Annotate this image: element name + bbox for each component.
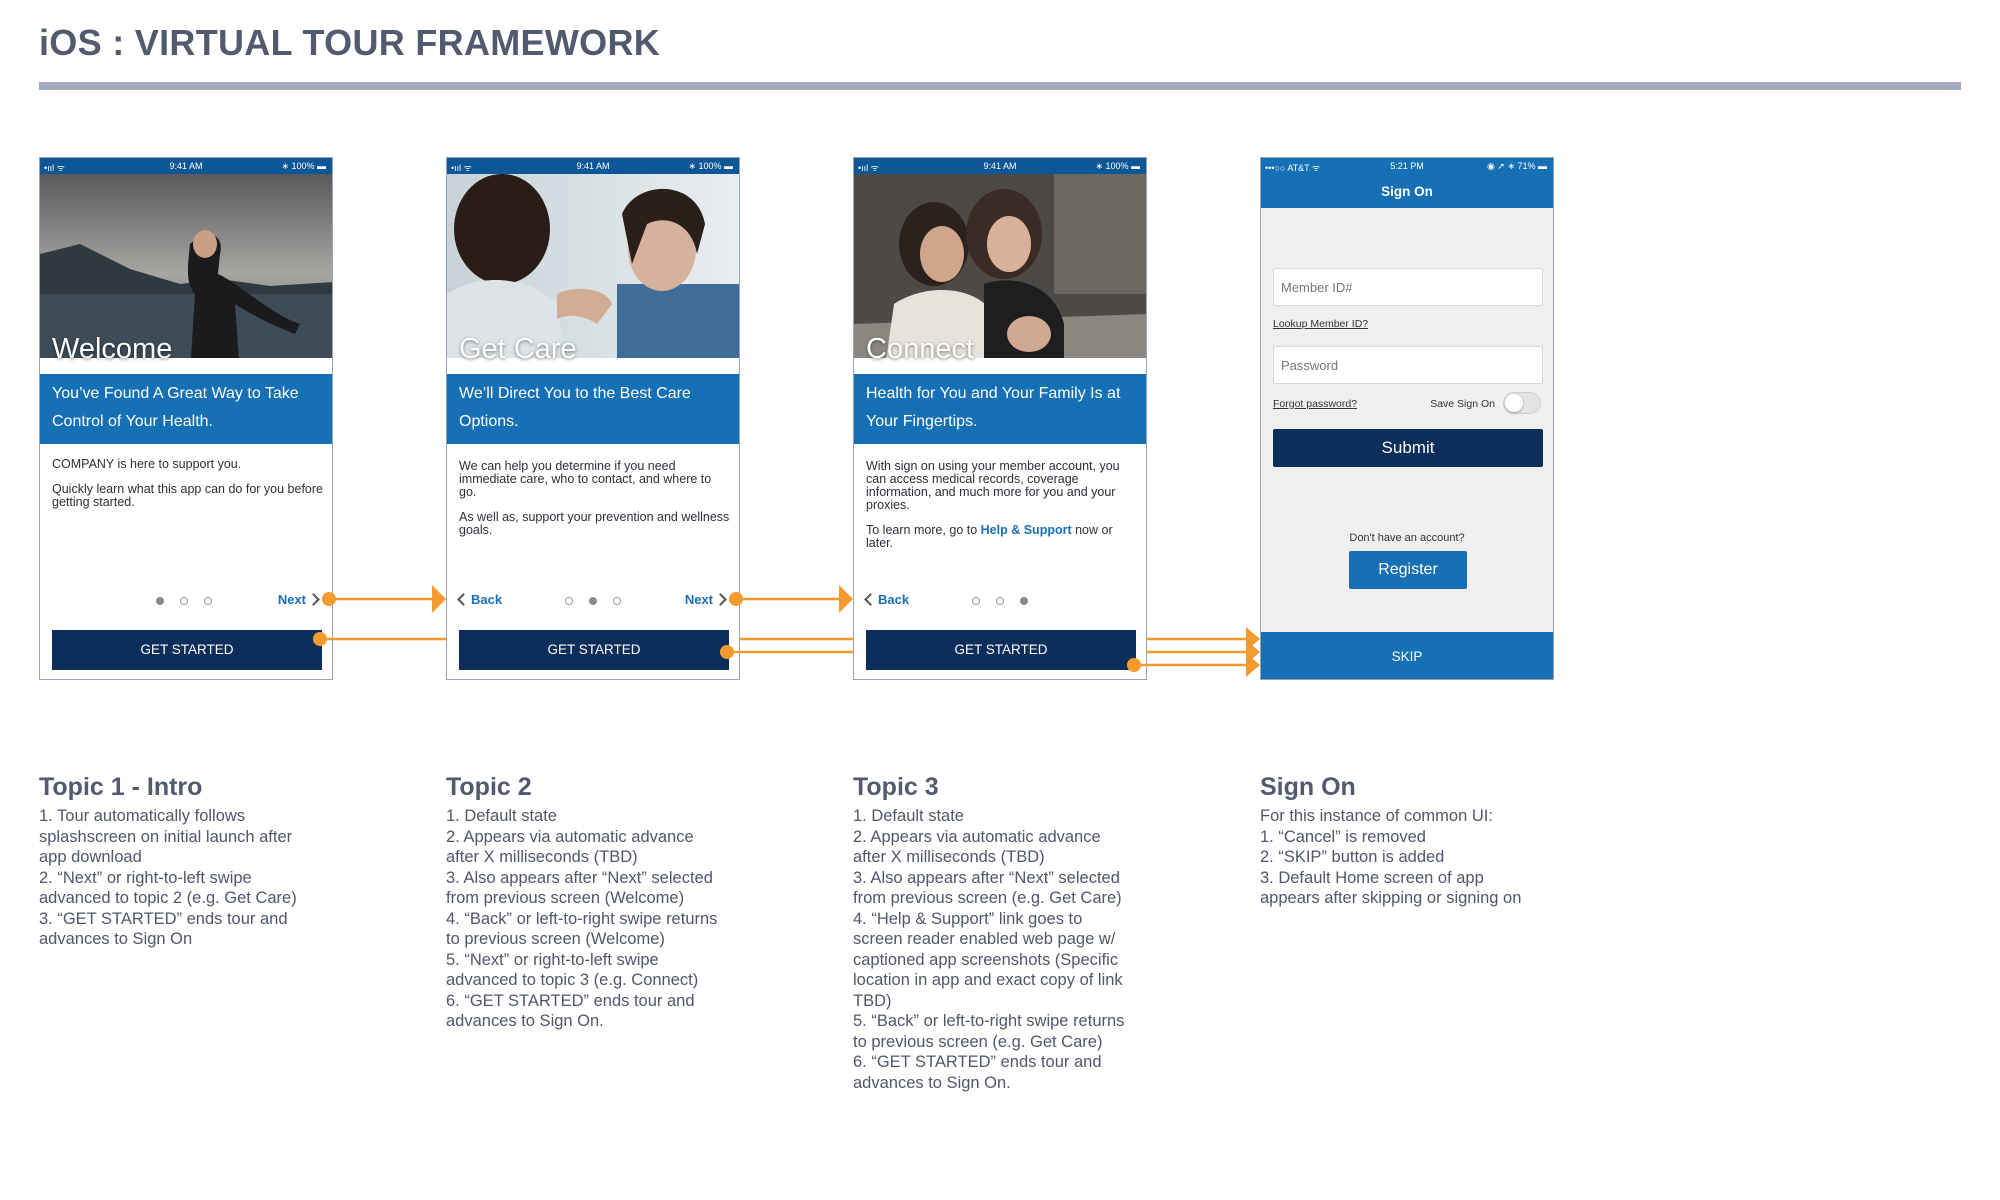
status-bar [854, 158, 1146, 174]
sign-on-description [1260, 773, 1570, 909]
topic-line: appears after skipping or signing on [1260, 889, 1522, 907]
topic-line: location in app and exact copy of link [853, 971, 1123, 989]
topic-line: to previous screen (Welcome) [446, 930, 665, 948]
submit-button[interactable]: Submit [1273, 429, 1543, 467]
subhead: We’ll Direct You to the Best Care Options. [447, 374, 739, 444]
page-dot[interactable] [613, 597, 621, 605]
signal-icon: •ııl ᯤ [451, 163, 472, 173]
arrowhead [1246, 640, 1260, 664]
topic-heading: Topic 1 - Intro [39, 773, 203, 801]
battery-icon: ∗ 100% ▬ [688, 161, 733, 171]
topic-line: 3. “GET STARTED” ends tour and [39, 909, 288, 928]
next-label: Next [684, 592, 713, 607]
carrier-signal-icon: •••○○ AT&T ᯤ [1265, 163, 1321, 173]
tour-nav [447, 590, 739, 610]
hero-image-family [854, 174, 1146, 358]
topic-line: to previous screen (e.g. Get Care) [853, 1032, 1103, 1051]
hero-title: Get Care [459, 333, 577, 365]
signal-icon: •ııl ᯤ [858, 163, 879, 173]
topic-line: captioned app screenshots (Specific [853, 950, 1119, 969]
screen-sign-on [1260, 157, 1554, 680]
topic-line: 1. “Cancel” is removed [1260, 827, 1426, 846]
save-sign-on-toggle[interactable] [1503, 392, 1541, 414]
topic-heading: Sign On [1260, 773, 1356, 801]
hero-image-doctor [447, 174, 739, 358]
password-field[interactable]: Password [1273, 346, 1543, 384]
body-paragraph: COMPANY is here to support you. [52, 457, 242, 471]
page-dot[interactable] [180, 597, 188, 605]
status-bar [447, 158, 739, 174]
sign-on-header [1261, 158, 1553, 208]
topic-line: 5. “Next” or right-to-left swipe [446, 950, 659, 969]
sign-on-title: Sign On [1381, 184, 1433, 199]
topic-line: advanced to topic 2 (e.g. Get Care) [39, 889, 297, 907]
page-dot[interactable] [565, 597, 573, 605]
member-id-field[interactable]: Member ID# [1273, 268, 1543, 306]
topic-line: after X milliseconds (TBD) [446, 848, 638, 866]
page-title: iOS : VIRTUAL TOUR FRAMEWORK [39, 22, 661, 63]
next-button[interactable] [685, 592, 725, 607]
topic-line: 6. “GET STARTED” ends tour and [446, 991, 695, 1010]
body-paragraph: Quickly learn what this app can do for you before getting started. [52, 482, 323, 509]
sign-on-form [1261, 208, 1553, 632]
page-dot-active[interactable] [589, 597, 597, 605]
hero-image-swimmer [40, 174, 332, 358]
title-rule [39, 82, 1961, 90]
save-sign-on-label: Save Sign On [1430, 398, 1495, 410]
topic-line: 2. “SKIP” button is added [1260, 848, 1445, 866]
subhead: Health for You and Your Family Is at Your Fingertips. [854, 374, 1146, 444]
lookup-member-id-link[interactable]: Lookup Member ID? [1273, 318, 1369, 330]
signal-icon: •ııl ᯤ [44, 163, 65, 173]
status-time: 5:21 PM [1390, 161, 1424, 171]
arrowhead [1246, 627, 1260, 651]
topic-line: splashscreen on initial launch after [39, 827, 293, 846]
topic-line: advanced to topic 3 (e.g. Connect) [446, 971, 699, 989]
body-copy [866, 460, 1138, 562]
topic-heading: Topic 3 [853, 773, 939, 801]
back-button[interactable] [459, 592, 502, 607]
topic-line: from previous screen (Welcome) [446, 889, 685, 907]
topic-line: app download [39, 848, 142, 866]
get-started-button[interactable]: GET STARTED [52, 630, 322, 670]
topic-line: 1. Default state [853, 807, 964, 825]
status-time: 9:41 AM [983, 161, 1017, 171]
learn-more-text [866, 524, 1138, 550]
topic-line: 5. “Back” or left-to-right swipe returns [853, 1012, 1125, 1030]
help-support-link[interactable]: Help & Support [980, 523, 1072, 537]
chevron-left-icon [457, 593, 470, 606]
hero-title: Welcome [52, 333, 173, 365]
subhead: You’ve Found A Great Way to Take Control of Your Health. [40, 374, 332, 444]
arrowhead [432, 585, 446, 613]
back-label: Back [471, 592, 503, 607]
chevron-left-icon [864, 593, 877, 606]
topic-line: 1. Tour automatically follows [39, 807, 246, 825]
screen-connect [853, 157, 1147, 680]
topic-1-description [39, 773, 349, 950]
topic-line: 6. “GET STARTED” ends tour and [853, 1053, 1102, 1071]
status-time: 9:41 AM [169, 161, 203, 171]
topic-line: advances to Sign On. [446, 1012, 604, 1030]
page-dot-active[interactable] [1020, 597, 1028, 605]
topic-line: from previous screen (e.g. Get Care) [853, 889, 1122, 907]
tour-nav [40, 590, 332, 610]
topic-line: For this instance of common UI: [1260, 807, 1493, 825]
back-button[interactable] [866, 592, 909, 607]
status-time: 9:41 AM [576, 161, 610, 171]
topic-heading: Topic 2 [446, 773, 532, 801]
page-dot[interactable] [972, 597, 980, 605]
hero-title: Connect [866, 333, 975, 365]
skip-button[interactable]: SKIP [1261, 632, 1553, 680]
topic-line: after X milliseconds (TBD) [853, 848, 1045, 866]
chevron-right-icon [714, 593, 727, 606]
body-paragraph: With sign on using your member account, you can access medical records, coverage information, and much more for you and your proxies. [866, 459, 1120, 512]
body-paragraph: As well as, support your prevention and wellness goals. [459, 510, 730, 537]
learn-more-prefix: To learn more, go to [866, 523, 981, 537]
topic-line: 4. “Help & Support” link goes to [853, 909, 1083, 928]
status-bar [40, 158, 332, 174]
body-copy [52, 458, 324, 521]
register-button[interactable]: Register [1349, 551, 1467, 589]
screen-get-care [446, 157, 740, 680]
topic-line: 3. Default Home screen of app [1260, 868, 1484, 887]
page-dot[interactable] [996, 597, 1004, 605]
topic-line: 2. Appears via automatic advance [853, 827, 1101, 846]
get-started-button[interactable]: GET STARTED [866, 630, 1136, 670]
get-started-button[interactable]: GET STARTED [459, 630, 729, 670]
tour-nav [854, 590, 1146, 610]
screen-welcome [39, 157, 333, 680]
topic-line: TBD) [853, 991, 892, 1010]
next-label: Next [277, 592, 306, 607]
page-dot[interactable] [204, 597, 212, 605]
battery-icon: ∗ 100% ▬ [281, 161, 326, 171]
learn-more-suffix: now or later. [866, 523, 1113, 550]
arrowhead [839, 585, 853, 613]
next-button[interactable] [278, 592, 318, 607]
battery-icon: ∗ 100% ▬ [1095, 161, 1140, 171]
topic-3-description [853, 773, 1163, 1093]
back-label: Back [878, 592, 910, 607]
arrowhead [1246, 653, 1260, 677]
battery-icon: ◉ ➚ ∗ 71% ▬ [1487, 161, 1547, 171]
topic-line: 3. Also appears after “Next” selected [446, 868, 713, 887]
topic-line: screen reader enabled web page w/ [853, 930, 1116, 948]
topic-line: 3. Also appears after “Next” selected [853, 868, 1120, 887]
body-copy [459, 460, 731, 549]
topic-line: 4. “Back” or left-to-right swipe returns [446, 909, 718, 928]
topic-line: 2. Appears via automatic advance [446, 827, 694, 846]
topic-line: 2. “Next” or right-to-left swipe [39, 868, 252, 887]
body-paragraph: We can help you determine if you need immediate care, who to contact, and where to go. [459, 459, 712, 499]
no-account-text: Don't have an account? [1349, 532, 1465, 544]
forgot-password-link[interactable]: Forgot password? [1273, 398, 1358, 410]
page-dot-active[interactable] [156, 597, 164, 605]
chevron-right-icon [307, 593, 320, 606]
topic-2-description [446, 773, 756, 1032]
topic-line: advances to Sign On [39, 930, 193, 948]
topic-line: 1. Default state [446, 807, 557, 825]
topic-line: advances to Sign On. [853, 1073, 1011, 1092]
